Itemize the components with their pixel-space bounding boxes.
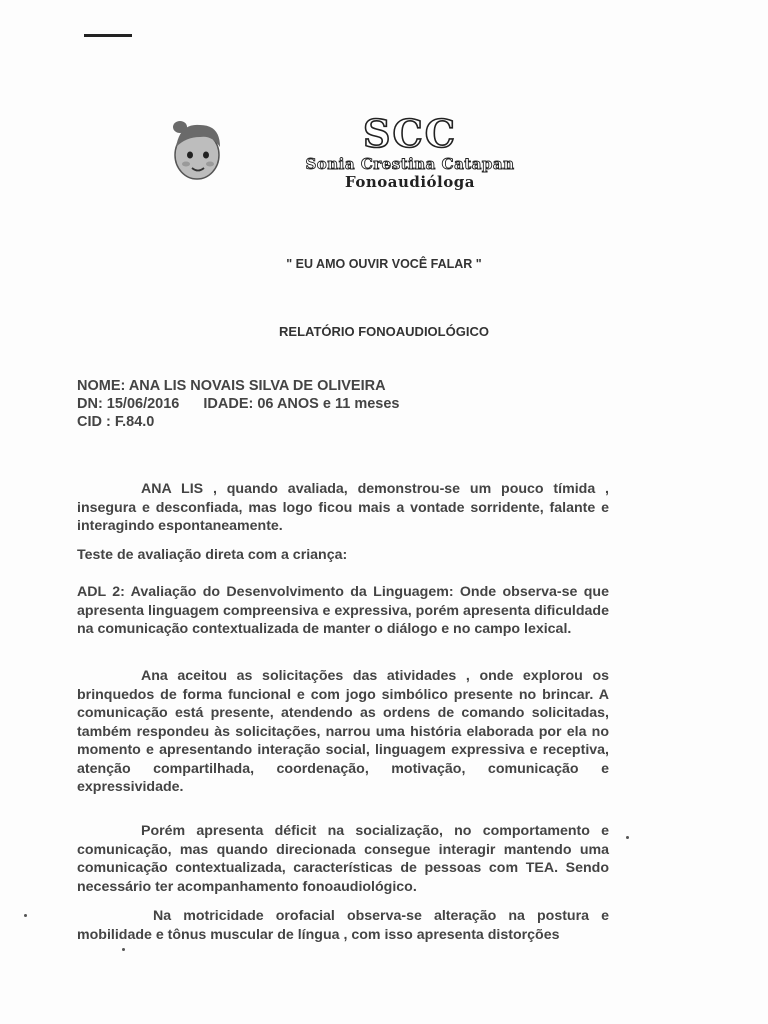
child-face-icon	[166, 117, 228, 183]
paragraph-deficit: Porém apresenta déficit na socialização, no comportamento e comunicação, mas quando direcionada consegue interagir mantendo uma comunicação contextualizada, características de pessoas com TEA. Sendo necessário ter acompanhamento fonoaudiológico.	[77, 823, 609, 895]
logo-text	[260, 111, 560, 191]
logo-name: Sonia Crestina Catapan	[305, 155, 515, 173]
scan-speck	[122, 948, 125, 951]
birth-date: DN: 15/06/2016	[77, 396, 180, 412]
document-title: RELATÓRIO FONOAUDIOLÓGICO	[279, 324, 489, 339]
paragraph-activities: Ana aceitou as solicitações das atividades , onde explorou os brinquedos de forma funcional e com jogo simbólico presente no brincar. A comunicação está presente, atendendo as ordens de comando solicitadas, também respondeu às solicitações, narrou uma história elaborada por ela no momento e apresentando interação social, linguagem expressiva e receptiva, atenção compartilhada, coordenação, motivação, comunicação e expressividade.	[77, 668, 609, 795]
paragraph-adl2: ADL 2: Avaliação do Desenvolvimento da Linguagem: Onde observa-se que apresenta linguagem compreensiva e expressiva, porém apresenta dificuldade na comunicação contextualizada de manter o diálogo e no campo lexical.	[77, 584, 609, 637]
patient-info	[77, 377, 400, 431]
scan-speck	[24, 914, 27, 917]
paragraph-evaluation: ANA LIS , quando avaliada, demonstrou-se um pouco tímida , insegura e desconfiada, mas logo ficou mais a vontade sorridente, falante e interagindo espontaneamente.	[77, 481, 609, 534]
letterhead	[160, 111, 600, 195]
patient-dates	[77, 395, 400, 413]
patient-name: NOME: ANA LIS NOVAIS SILVA DE OLIVEIRA	[77, 378, 386, 394]
scan-speck	[626, 836, 629, 839]
patient-age: IDADE: 06 ANOS e 11 meses	[203, 396, 400, 412]
corner-mark	[84, 34, 132, 37]
paragraph-motricity: Na motricidade orofacial observa-se alteração na postura e mobilidade e tônus muscular de língua , com isso apresenta distorções	[77, 908, 609, 943]
logo-abbreviation: SCC	[363, 111, 457, 156]
patient-cid: CID : F.84.0	[77, 414, 155, 430]
motto: " EU AMO OUVIR VOCÊ FALAR "	[286, 257, 482, 271]
paragraph-test-heading: Teste de avaliação direta com a criança:	[77, 547, 348, 563]
logo-role: Fonoaudióloga	[345, 173, 475, 191]
